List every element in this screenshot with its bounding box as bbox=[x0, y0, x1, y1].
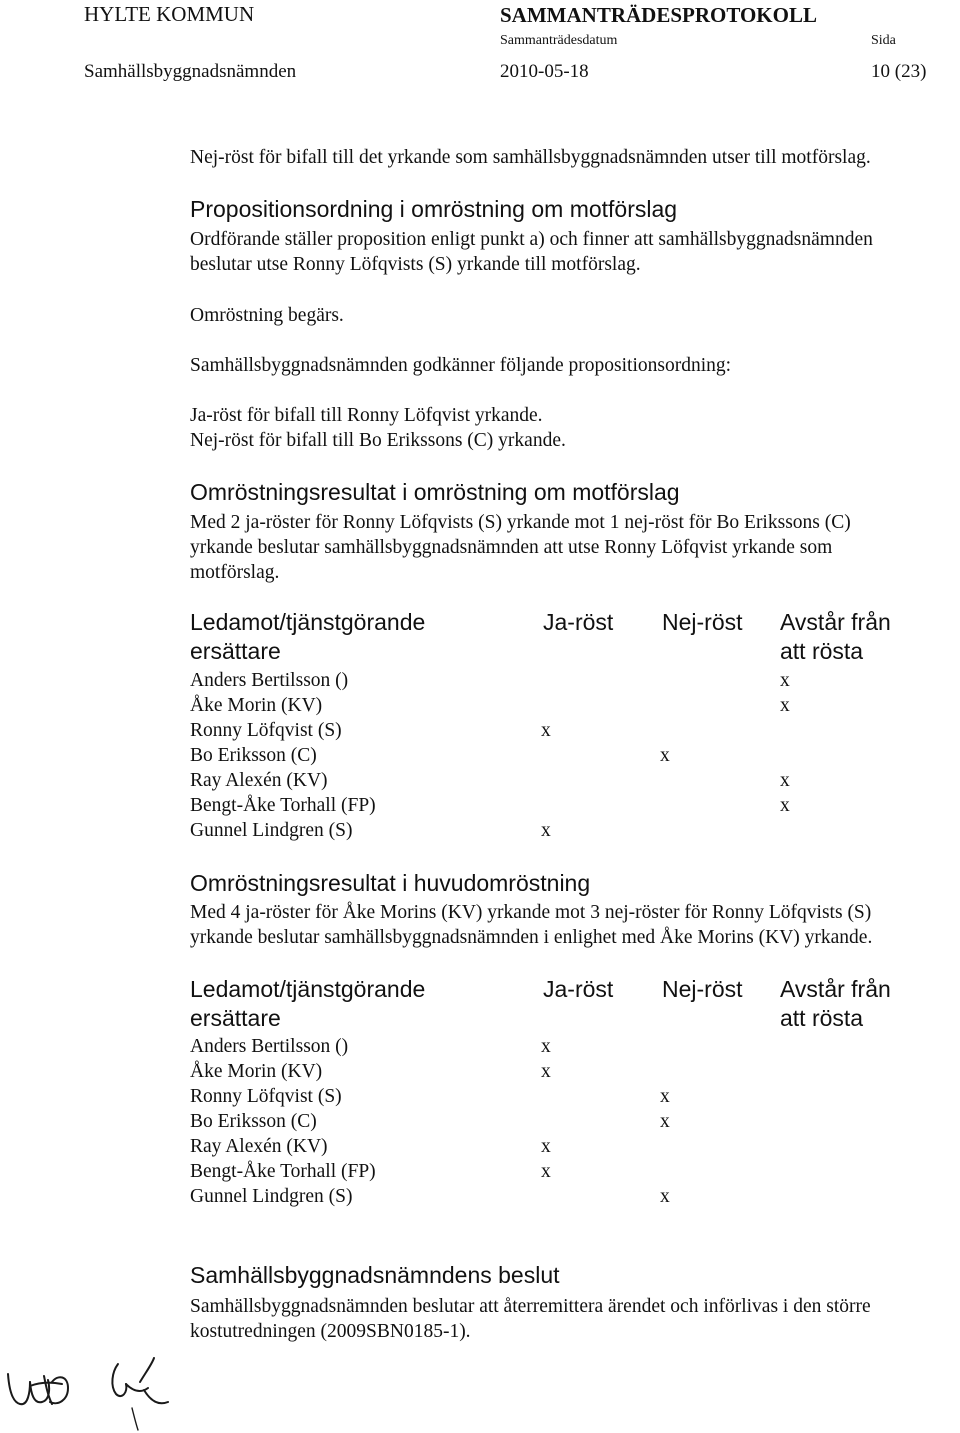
section-heading-propositionsordning: Propositionsordning i omröstning om motförslag bbox=[190, 196, 678, 222]
committee-name: Samhällsbyggnadsnämnden bbox=[84, 61, 297, 82]
yes-mark: x bbox=[541, 1136, 551, 1157]
column-header-member: Ledamot/tjänstgörande bbox=[190, 609, 426, 635]
section-heading-resultat-motforslag: Omröstningsresultat i omröstning om motförslag bbox=[190, 479, 680, 505]
member-name: Bengt-Åke Torhall (FP) bbox=[190, 795, 376, 816]
table-row bbox=[0, 1134, 960, 1159]
page-number: 10 (23) bbox=[871, 61, 927, 82]
table-row bbox=[0, 693, 960, 718]
signature-initials bbox=[0, 1352, 190, 1433]
member-name: Anders Bertilsson () bbox=[190, 1036, 349, 1057]
table-row bbox=[0, 793, 960, 818]
table-row bbox=[0, 768, 960, 793]
member-name: Bo Eriksson (C) bbox=[190, 1111, 317, 1132]
paragraph-line: Med 4 ja-röster för Åke Morins (KV) yrkande mot 3 nej-röster för Ronny Löfqvists (S) bbox=[190, 902, 872, 923]
member-name: Ray Alexén (KV) bbox=[190, 1136, 328, 1157]
table-row bbox=[0, 1059, 960, 1084]
option-yes: Ja-röst för bifall till Ronny Löfqvist yrkande. bbox=[190, 405, 543, 426]
column-header-member-cont: ersättare bbox=[190, 1005, 281, 1031]
column-header-no: Nej-röst bbox=[662, 609, 743, 635]
yes-mark: x bbox=[541, 1036, 551, 1057]
member-name: Åke Morin (KV) bbox=[190, 695, 323, 716]
paragraph-line: Ordförande ställer proposition enligt punkt a) och finner att samhällsbyggnadsnämnden bbox=[190, 229, 873, 250]
table-row bbox=[0, 1084, 960, 1109]
section-heading-beslut: Samhällsbyggnadsnämndens beslut bbox=[190, 1262, 560, 1288]
date-label: Sammanträdesdatum bbox=[500, 33, 618, 48]
abstain-mark: x bbox=[780, 695, 790, 716]
option-no: Nej-röst för bifall till Bo Erikssons (C) yrkande. bbox=[190, 430, 566, 451]
table-row bbox=[0, 1109, 960, 1134]
table-row bbox=[0, 818, 960, 843]
intro-line: Nej-röst för bifall till det yrkande som samhällsbyggnadsnämnden utser till motförslag. bbox=[190, 147, 871, 168]
yes-mark: x bbox=[541, 820, 551, 841]
table-row bbox=[0, 1034, 960, 1059]
table-row bbox=[0, 718, 960, 743]
paragraph-line: yrkande beslutar samhällsbyggnadsnämnden att utse Ronny Löfqvist yrkande som bbox=[190, 537, 833, 558]
organization-name: HYLTE KOMMUN bbox=[84, 2, 255, 26]
paragraph-line: yrkande beslutar samhällsbyggnadsnämnden i enlighet med Åke Morins (KV) yrkande. bbox=[190, 927, 873, 948]
table-row bbox=[0, 668, 960, 693]
document-title: SAMMANTRÄDESPROTOKOLL bbox=[500, 3, 817, 27]
member-name: Ronny Löfqvist (S) bbox=[190, 1086, 342, 1107]
column-header-member: Ledamot/tjänstgörande bbox=[190, 976, 426, 1002]
table-row bbox=[0, 1184, 960, 1209]
section-heading-huvudomrostning: Omröstningsresultat i huvudomröstning bbox=[190, 870, 591, 896]
paragraph-line: Med 2 ja-röster för Ronny Löfqvists (S) yrkande mot 1 nej-röst för Bo Erikssons (C) bbox=[190, 512, 851, 533]
member-name: Åke Morin (KV) bbox=[190, 1061, 323, 1082]
no-mark: x bbox=[660, 1111, 670, 1132]
yes-mark: x bbox=[541, 1161, 551, 1182]
abstain-mark: x bbox=[780, 770, 790, 791]
member-name: Gunnel Lindgren (S) bbox=[190, 1186, 353, 1207]
yes-mark: x bbox=[541, 720, 551, 741]
paragraph-line: beslutar utse Ronny Löfqvists (S) yrkande till motförslag. bbox=[190, 254, 641, 275]
abstain-mark: x bbox=[780, 795, 790, 816]
column-header-abstain: Avstår från bbox=[780, 609, 891, 635]
paragraph-line: Samhällsbyggnadsnämnden beslutar att återremittera ärendet och införlivas i den större bbox=[190, 1296, 871, 1317]
member-name: Gunnel Lindgren (S) bbox=[190, 820, 353, 841]
page-label: Sida bbox=[871, 33, 896, 48]
paragraph-line: motförslag. bbox=[190, 562, 280, 583]
member-name: Anders Bertilsson () bbox=[190, 670, 349, 691]
member-name: Ray Alexén (KV) bbox=[190, 770, 328, 791]
column-header-abstain: Avstår från bbox=[780, 976, 891, 1002]
column-header-no: Nej-röst bbox=[662, 976, 743, 1002]
member-name: Ronny Löfqvist (S) bbox=[190, 720, 342, 741]
column-header-member-cont: ersättare bbox=[190, 638, 281, 664]
abstain-mark: x bbox=[780, 670, 790, 691]
table-row bbox=[0, 743, 960, 768]
member-name: Bengt-Åke Torhall (FP) bbox=[190, 1161, 376, 1182]
no-mark: x bbox=[660, 745, 670, 766]
column-header-abstain-cont: att rösta bbox=[780, 1005, 864, 1031]
no-mark: x bbox=[660, 1086, 670, 1107]
member-name: Bo Eriksson (C) bbox=[190, 745, 317, 766]
no-mark: x bbox=[660, 1186, 670, 1207]
vote-requested-text: Omröstning begärs. bbox=[190, 305, 344, 326]
approval-text: Samhällsbyggnadsnämnden godkänner följande propositionsordning: bbox=[190, 355, 732, 376]
column-header-abstain-cont: att rösta bbox=[780, 638, 864, 664]
column-header-yes: Ja-röst bbox=[543, 976, 614, 1002]
table-row bbox=[0, 1159, 960, 1184]
paragraph-line: kostutredningen (2009SBN0185-1). bbox=[190, 1321, 471, 1342]
meeting-date: 2010-05-18 bbox=[500, 61, 589, 82]
yes-mark: x bbox=[541, 1061, 551, 1082]
column-header-yes: Ja-röst bbox=[543, 609, 614, 635]
